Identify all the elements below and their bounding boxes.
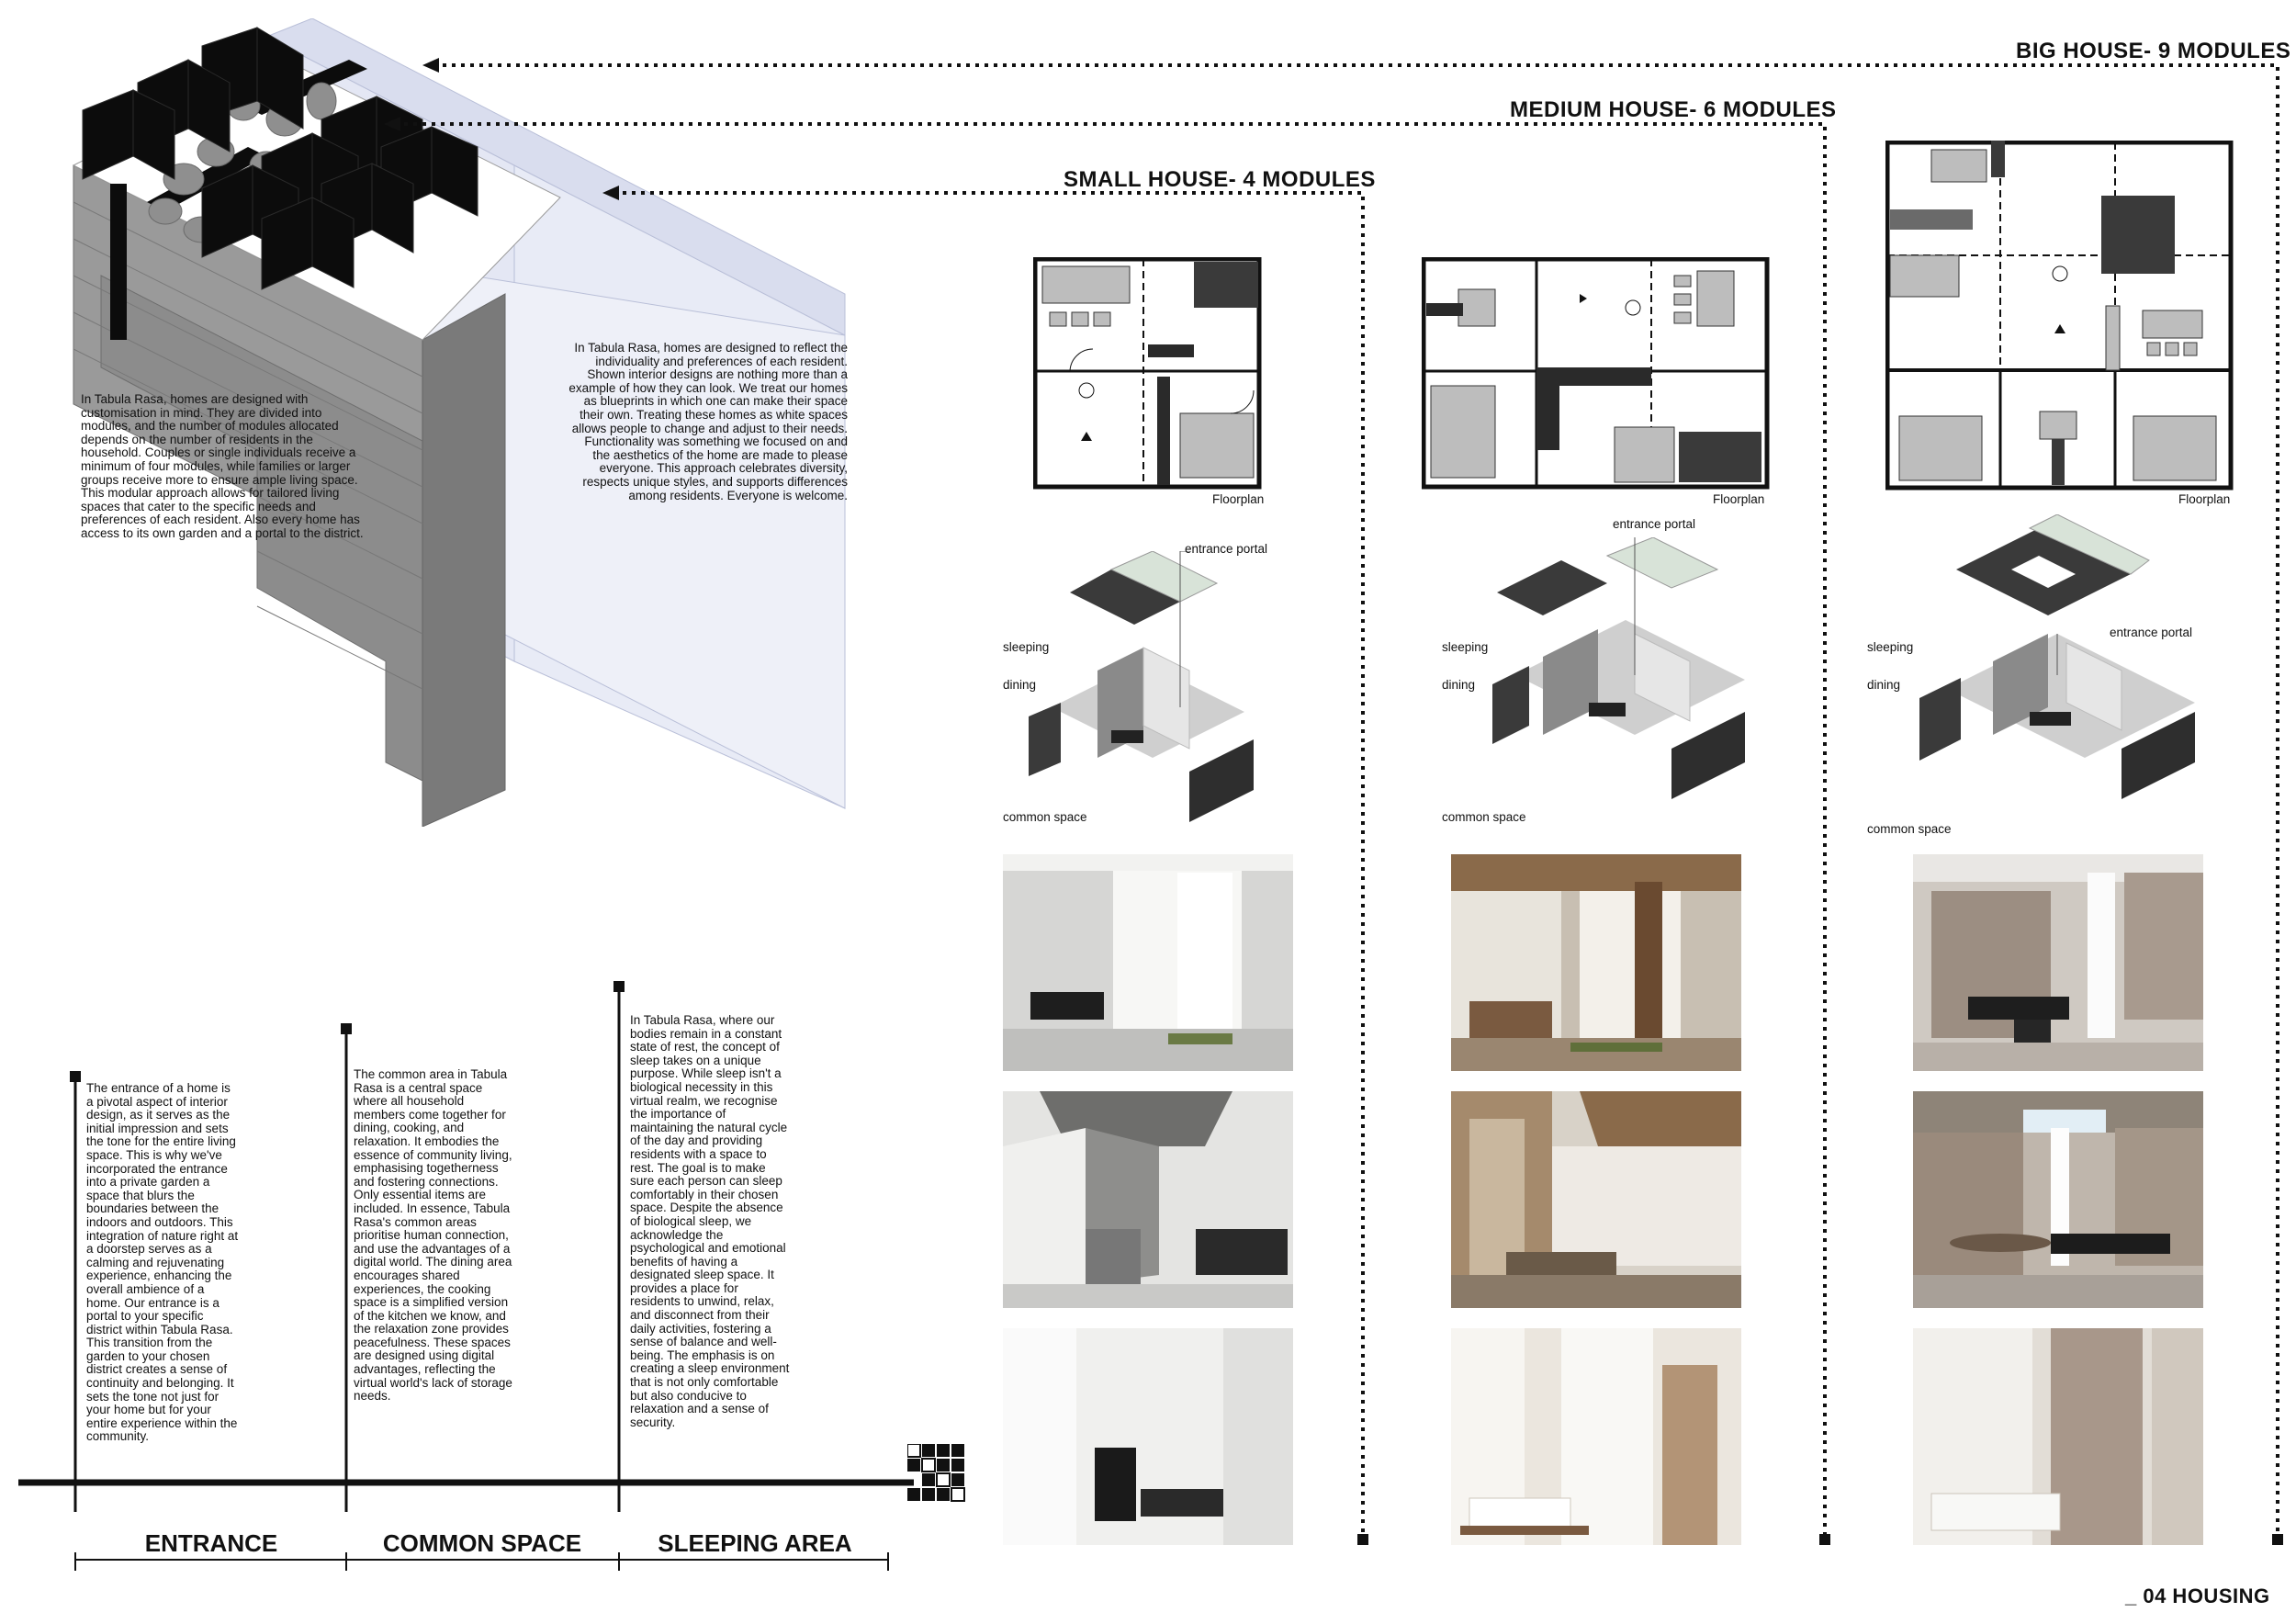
common-space-text: The common area in Tabula Rasa is a central space where all household members come together for dining, cooking, and relaxation. It embodies the essence of community living, emphasising togetherness and fostering connections. Only essential items are included. In essence, Tabula Rasa's common areas prioritise human connection, and use the advantages of a digital world. The dining area encourages shared experiences, the cooking space is a simplified version of the kitchen we know, and the relaxation zone provides peacefulness. These spaces are designed using digital advantages, reflecting the virtual world's lack of storage needs. <box>354 1067 512 1404</box>
label-common-space-small: common space <box>1003 810 1087 824</box>
floorplan-label-small: Floorplan <box>1212 492 1265 506</box>
label-common-space-big: common space <box>1867 822 1952 836</box>
label-dining-small: dining <box>1003 678 1037 692</box>
label-dining-big: dining <box>1867 678 1901 692</box>
entrance-title: ENTRANCE <box>144 1529 278 1557</box>
label-entrance-portal-big: entrance portal <box>2110 626 2193 639</box>
floorplan-label-medium: Floorplan <box>1713 492 1765 506</box>
label-sleeping-medium: sleeping <box>1442 640 1489 654</box>
module-grid-logo-icon <box>907 1444 970 1506</box>
big-house-heading: BIG HOUSE- 9 MODULES <box>2016 39 2291 63</box>
sleeping-area-title: SLEEPING AREA <box>658 1529 852 1557</box>
floorplan-label-big: Floorplan <box>2178 492 2231 506</box>
label-entrance-portal-medium: entrance portal <box>1613 517 1696 531</box>
label-entrance-portal-small: entrance portal <box>1185 542 1268 556</box>
intro-left-text: In Tabula Rasa, homes are designed with customisation in mind. They are divided into modules, and the number of modules allocated depends on the number of residents in the household. Couples or single individuals receive a minimum of four modules, while families or larger groups receive more to ensure ample living space. This modular approach allows for tailored living spaces that cater to the specific needs and preferences of each resident. Also every home has access to its own garden and a portal to the district. <box>81 392 364 540</box>
entrance-text: The entrance of a home is a pivotal aspect of interior design, as it serves as the initial impression and sets the tone for the entire living space. This is why we've incorporated the entrance into a private garden a space that blurs the boundaries between the indoors and outdoors. This integration of nature right at a doorstep serves as a calming and rejuvenating experience, enhancing the overall ambience of a home. Our entrance is a portal to your specific district within Tabula Rasa. This transition from the garden to your chosen district creates a sense of continuity and belonging. It sets the tone not just for your home but for your entire experience within the community. <box>86 1081 239 1444</box>
small-house-heading: SMALL HOUSE- 4 MODULES <box>1064 167 1376 192</box>
label-dining-medium: dining <box>1442 678 1476 692</box>
label-common-space-medium: common space <box>1442 810 1526 824</box>
label-sleeping-big: sleeping <box>1867 640 1914 654</box>
common-space-title: COMMON SPACE <box>382 1529 582 1557</box>
sleeping-area-text: In Tabula Rasa, where our bodies remain in a constant state of rest, the concept of sleep takes on a unique purpose. While sleep isn't a biological necessity in this virtual realm, we recognise the importance of maintaining the natural cycle of the day and providing residents with a space to rest. The goal is to make sure each person can sleep comfortably in their chosen space. Despite the absence of biological sleep, we acknowledge the psychological and emotional benefits of having a designated sleep space. It provides a place for residents to unwind, relax, and disconnect from their daily activities, fostering a sense of balance and well-being. The emphasis is on creating a sleep environment that is not only comfortable but also conducive to relaxation and a sense of security. <box>630 1013 790 1429</box>
intro-right-text: In Tabula Rasa, homes are designed to reflect the individuality and preferences of each resident. Shown interior designs are nothing more than a example of how they can look. We treat our homes as blueprints in which one can make their space their own. Treating these homes as white spaces allows people to change and adjust to their needs. Functionality was something we focused on and the aesthetics of the home are made to please everyone. This approach celebrates diversity, respects unique styles, and supports differences among residents. Everyone is welcome. <box>568 341 848 502</box>
page-footer: _ 04 HOUSING <box>2125 1585 2270 1607</box>
medium-house-heading: MEDIUM HOUSE- 6 MODULES <box>1510 97 1837 122</box>
label-sleeping-small: sleeping <box>1003 640 1050 654</box>
